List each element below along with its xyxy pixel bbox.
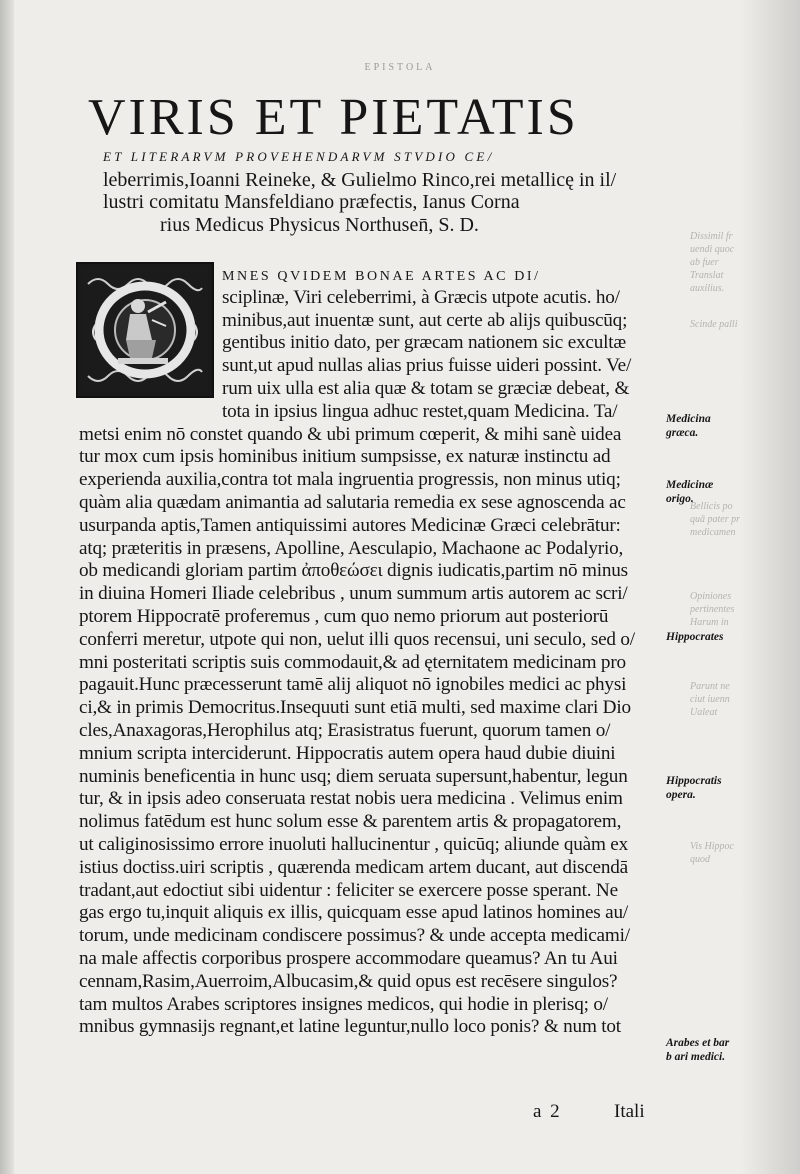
- body-line: rum uix ulla est alia quæ & totam se græciæ debeat, &: [222, 377, 630, 399]
- body-text: [79, 264, 664, 1039]
- margin-note-line: græca.: [666, 427, 699, 439]
- body-line: cennam,Rasim,Auerroim,Albucasim,& quid opus est recēsere singulos?: [79, 970, 618, 992]
- body-line: numinis beneficentia in hunc usq; diem seruata supersunt,habentur, legun: [79, 765, 628, 787]
- margin-note-line: Hippocratis: [666, 775, 722, 787]
- show-through-text: Parunt ne ciut iuenn Ualeat: [690, 681, 730, 718]
- dedication-line: rius Medicus Physicus Northusen̄, S. D.: [160, 213, 479, 236]
- catchword: Itali: [614, 1101, 645, 1122]
- margin-note-medicinae-origo: [666, 478, 713, 506]
- body-line: metsi enim nō constet quando & ubi primum cœperit, & mihi sanè uidea: [79, 423, 622, 445]
- body-line: mnium scripta interciderunt. Hippocratis autem opera haud dubie diuini: [79, 742, 616, 764]
- body-line: nolimus fatēdum est hunc solum esse & parentem artis & propagatorem,: [79, 811, 622, 833]
- body-line: ob medicandi gloriam partim ἀποθεώσει dignis iudicatis,partim nō minus: [79, 560, 628, 582]
- body-line-first: [79, 264, 664, 287]
- body-line: tradant,aut edoctiut sibi uidentur : feliciter se exercere posse sperant. Ne: [79, 879, 618, 901]
- body-line: tam multos Arabes scriptores insignes medicos, qui hodie in plerisq; o/: [79, 993, 608, 1015]
- show-through-text: Dissimil fr uendi quoc ab fuer Translat auxilius.: [690, 231, 735, 294]
- dedication-line: leberrimis,Ioanni Reineke, & Gulielmo Rinco,rei metallicę in il/: [103, 168, 617, 191]
- body-line: gas ergo tu,inquit aliquis ex illis, quicquam esse apud latinos homines au/: [79, 902, 628, 924]
- margin-note-hippocratis-opera: [666, 774, 722, 802]
- margin-note-line: Hippocrates: [666, 631, 724, 643]
- body-line: conferri meretur, utpote qui non, uelut illi quos recensui, uni seculo, sed o/: [79, 628, 635, 650]
- margin-note-line: origo.: [666, 493, 694, 505]
- body-line: tur, & in ipsis adeo conseruata restat nobis uera medicina . Velimus enim: [79, 788, 623, 810]
- body-line: usurpanda aptis,Tamen antiquissimi autores Medicinæ Græci celebrātur:: [79, 514, 621, 536]
- body-line: sciplinæ, Viri celeberrimi, à Græcis utpote acutis. ho/: [222, 286, 620, 308]
- body-line: pagauit.Hunc præcesserunt tamē alij aliquot nō ignobiles medici ac physi: [79, 674, 627, 696]
- margin-note-line: Medicinæ: [666, 479, 714, 491]
- body-line: ut caliginosissimo errore inuoluti hallucinentur , quicūq; aliunde quàm ex: [79, 833, 628, 855]
- body-line: experienda auxilia,contra tot mala ingruentia progressis, non minus utiq;: [79, 469, 621, 491]
- body-line: torum, unde medicinam condiscere possimus? & unde accepta medicami/: [79, 925, 630, 947]
- show-through-text: Scinde palli: [690, 319, 738, 330]
- margin-note-line: Medicina: [666, 413, 711, 425]
- body-line: ci,& in primis Democritus.Insequuti sunt etiā multi, sed maxime clari Dio: [79, 697, 631, 719]
- body-line: in diuina Homeri Iliade celebribus , unum summum artis autorem ac scri/: [79, 583, 628, 605]
- margin-note-medicina-graeca: [666, 412, 711, 440]
- page-title: VIRIS ET PIETATIS: [88, 89, 579, 146]
- dedication-line: lustri comitatu Mansfeldiano præfectis, Ianus Corna: [103, 191, 520, 213]
- margin-note-line: b ari medici.: [666, 1051, 726, 1063]
- body-line: gentibus initio dato, per græcam nationem sic excultæ: [222, 332, 626, 354]
- body-line: tur mox cum ipsis hominibus initium sumpsisse, ex naturæ instinctu ad: [79, 446, 611, 468]
- body-line: atq; præteritis in præsens, Apolline, Aesculapio, Machaone ac Podalyrio,: [79, 537, 624, 559]
- body-line: minibus,aut inuentæ sunt, aut certe ab alijs quibuscūq;: [222, 309, 628, 331]
- body-line: mnibus gymnasijs regnant,et latine leguntur,nullo loco ponis? & num tot: [79, 1016, 621, 1038]
- body-line: ptorem Hippocratē proferemus , cum quo nemo priorum aut posteriorū: [79, 605, 609, 627]
- opening-small-caps: MNES QVIDEM BONAE ARTES AC DI/: [222, 269, 541, 284]
- show-through-text: Opiniones pertinentes Harum in: [690, 591, 735, 628]
- dedication-caps-line: ET LITERARVM PROVEHENDARVM STVDIO CE/: [103, 149, 495, 164]
- body-line: istius doctiss.uiri scriptis , quærenda medicam artem ducant, aut discendā: [79, 856, 628, 878]
- body-line: quàm alia quædam animantia ad salutaria remedia ex sese agnoscenda ac: [79, 491, 626, 513]
- show-through-text: Bellicis po quā pater pr medicamen: [690, 501, 740, 538]
- gutter-shadow: [0, 0, 14, 1174]
- body-line: tota in ipsius lingua adhuc restet,quam Medicina. Ta/: [222, 400, 618, 422]
- running-head: EPISTOLA: [364, 62, 436, 73]
- bleed-through-margin: [740, 0, 800, 1174]
- margin-note-hippocrates: [666, 630, 724, 644]
- body-line: mni posteritati scriptis suis commodauit,& ad ęternitatem medicinam pro: [79, 651, 626, 673]
- signature-mark: a 2: [533, 1101, 562, 1122]
- margin-note-line: opera.: [666, 789, 696, 801]
- margin-note-arabes: [666, 1036, 729, 1064]
- margin-note-line: Arabes et bar: [666, 1037, 730, 1049]
- body-line: cles,Anaxagoras,Herophilus atq; Erasistratus fuerunt, quorum tamen o/: [79, 719, 611, 741]
- body-line: na male affectis corporibus prospere accommodare queamus? An tu Aui: [79, 947, 618, 969]
- show-through-text: Vis Hippoc quod: [690, 841, 734, 865]
- dedication-block: [103, 146, 663, 236]
- body-line: sunt,ut apud nullas alias prius fuisse uideri possint. Ve/: [222, 355, 632, 377]
